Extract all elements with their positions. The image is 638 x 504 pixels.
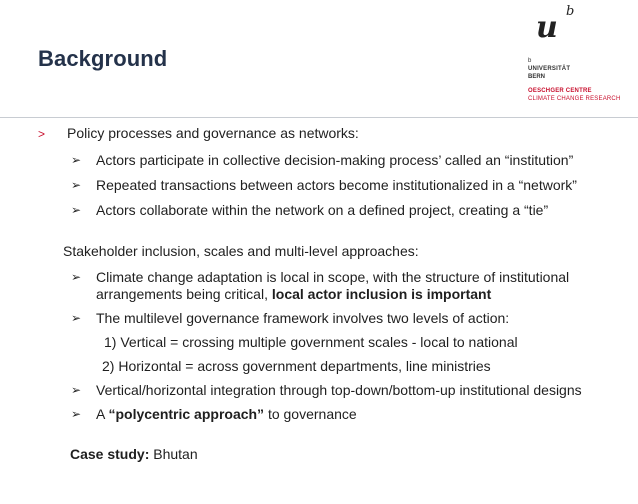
university-logo — [528, 6, 632, 110]
case-study-label: Case study: — [70, 446, 150, 462]
section2-bullet-1-line-1: Climate change adaptation is local in scope, with the structure of institutional — [96, 269, 570, 285]
bullet-1-emphasis: local actor inclusion is important — [271, 286, 492, 302]
sub-item-vertical: 1) Vertical = crossing multiple government scales - local to national — [104, 334, 518, 350]
arrowhead-bullet-icon: ➢ — [71, 407, 82, 421]
section1-heading: Policy processes and governance as networks: — [67, 125, 359, 141]
section1-bullet-2: Repeated transactions between actors become institutionalized in a “network” — [96, 177, 577, 193]
logo-bern: BERN — [528, 74, 546, 80]
section2-bullet-3: Vertical/horizontal integration through top-down/bottom-up institutional designs — [96, 382, 582, 398]
logo-mark — [536, 4, 592, 50]
section1-bullet-1: Actors participate in collective decision-making process’ called an “institution” — [96, 152, 574, 168]
section-marker: > — [38, 127, 46, 141]
arrowhead-bullet-icon: ➢ — [71, 383, 82, 397]
section2-bullet-2: The multilevel governance framework involves two levels of action: — [96, 310, 510, 326]
section2-bullet-1-line-2 — [96, 286, 491, 303]
section2-heading: Stakeholder inclusion, scales and multi-level approaches: — [63, 243, 419, 259]
arrowhead-bullet-icon: ➢ — [71, 178, 82, 192]
bullet-4-prefix: A — [96, 406, 109, 422]
arrowhead-bullet-icon: ➢ — [71, 311, 82, 325]
arrowhead-bullet-icon: ➢ — [71, 270, 82, 284]
logo-superscript: b — [566, 4, 575, 19]
logo-climate: CLIMATE CHANGE RESEARCH — [528, 96, 621, 102]
logo-universitaet: UNIVERSITÄT — [528, 66, 571, 72]
arrowhead-bullet-icon: ➢ — [71, 153, 82, 167]
slide-title: Background — [38, 46, 168, 71]
bullet-4-emphasis: “polycentric approach” — [108, 406, 265, 422]
case-study-value: Bhutan — [149, 446, 198, 462]
bullet-1-plain-text: arrangements being critical, — [96, 286, 272, 302]
logo-b-line: b — [528, 58, 532, 64]
section2-bullet-4 — [96, 406, 357, 423]
header-divider — [0, 117, 638, 118]
section1-bullet-3: Actors collaborate within the network on a defined project, creating a “tie” — [96, 202, 549, 218]
logo-letter: u — [536, 10, 558, 45]
logo-oeschger: OESCHGER CENTRE — [528, 88, 592, 94]
case-study — [70, 446, 198, 463]
bullet-4-suffix: to governance — [264, 406, 357, 422]
arrowhead-bullet-icon: ➢ — [71, 203, 82, 217]
sub-item-horizontal: 2) Horizontal = across government departments, line ministries — [102, 358, 491, 374]
